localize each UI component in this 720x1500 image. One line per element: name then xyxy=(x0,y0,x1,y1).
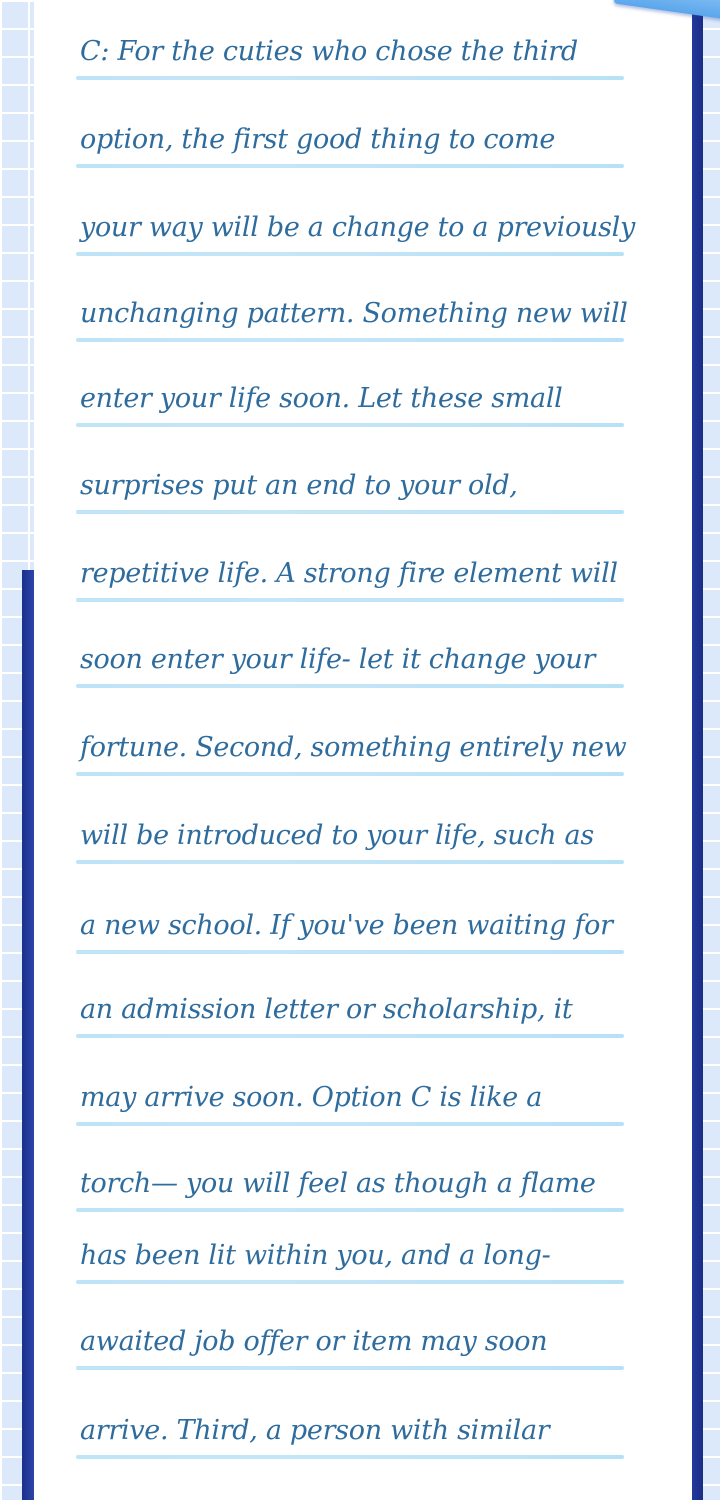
line-text: unchanging pattern. Something new will xyxy=(80,298,628,329)
text-line xyxy=(34,383,692,443)
line-text: an admission letter or scholarship, it xyxy=(80,994,573,1025)
line-text: fortune. Second, something entirely new xyxy=(80,732,627,763)
text-line xyxy=(34,994,692,1054)
line-rule xyxy=(76,423,624,427)
line-rule xyxy=(76,510,624,514)
text-line xyxy=(34,36,692,96)
line-text: repetitive life. A strong fire element will xyxy=(80,558,618,589)
text-line xyxy=(34,910,692,970)
line-text: a new school. If you've been waiting for xyxy=(80,910,613,941)
text-line xyxy=(34,1326,692,1386)
line-rule xyxy=(76,252,624,256)
text-line xyxy=(34,820,692,880)
text-line xyxy=(34,558,692,618)
text-line xyxy=(34,1082,692,1142)
line-text: your way will be a change to a previously xyxy=(80,212,635,243)
line-rule xyxy=(76,1455,624,1459)
text-line xyxy=(34,470,692,530)
line-rule xyxy=(76,338,624,342)
line-rule xyxy=(76,598,624,602)
text-line xyxy=(34,1240,692,1300)
text-line xyxy=(34,298,692,358)
text-line xyxy=(34,732,692,792)
line-text: torch— you will feel as though a flame xyxy=(80,1168,596,1199)
text-line xyxy=(34,1415,692,1475)
line-rule xyxy=(76,772,624,776)
line-text: awaited job offer or item may soon xyxy=(80,1326,548,1357)
line-text: will be introduced to your life, such as xyxy=(80,820,594,851)
line-text: has been lit within you, and a long- xyxy=(80,1240,551,1271)
notebook-right-edge xyxy=(692,0,703,1500)
line-text: C: For the cuties who chose the third xyxy=(80,36,578,67)
line-rule xyxy=(76,1208,624,1212)
text-line xyxy=(34,124,692,184)
text-line xyxy=(34,1168,692,1228)
line-text: may arrive soon. Option C is like a xyxy=(80,1082,543,1113)
line-rule xyxy=(76,1280,624,1284)
text-line xyxy=(34,212,692,272)
line-rule xyxy=(76,1034,624,1038)
notebook-left-edge xyxy=(22,570,34,1500)
line-rule xyxy=(76,684,624,688)
line-text: surprises put an end to your old, xyxy=(80,470,518,501)
line-rule xyxy=(76,1122,624,1126)
line-rule xyxy=(76,1366,624,1370)
paper-sheet xyxy=(34,0,692,1500)
text-line xyxy=(34,644,692,704)
line-text: soon enter your life- let it change your xyxy=(80,644,596,675)
line-rule xyxy=(76,950,624,954)
line-text: option, the first good thing to come xyxy=(80,124,556,155)
line-rule xyxy=(76,860,624,864)
line-text: arrive. Third, a person with similar xyxy=(80,1415,550,1446)
line-rule xyxy=(76,76,624,80)
line-text: enter your life soon. Let these small xyxy=(80,383,563,414)
line-rule xyxy=(76,164,624,168)
